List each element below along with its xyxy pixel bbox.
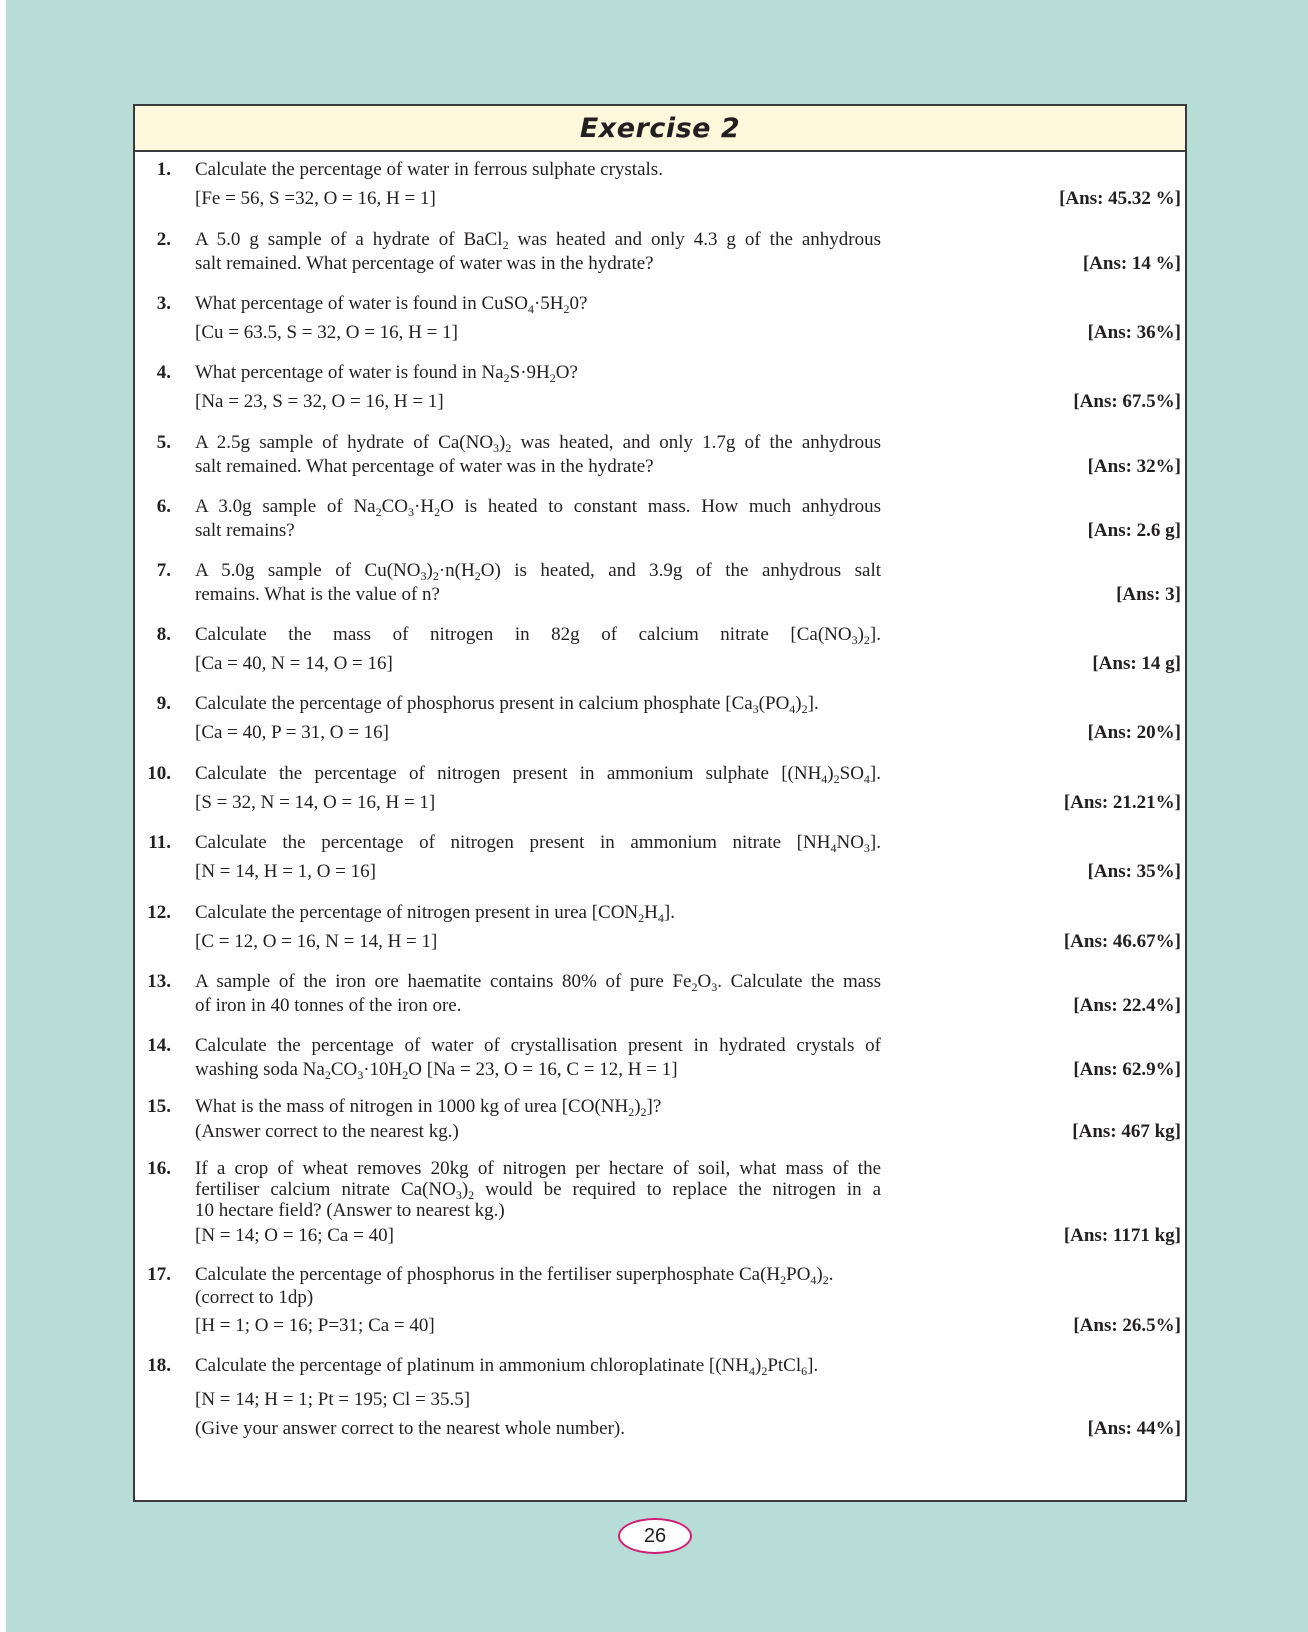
question-number: 17. xyxy=(147,1264,171,1285)
answer-label: [Ans: 467 kg] xyxy=(1072,1121,1181,1142)
question-text-line: Calculate the percentage of water of crystallisation present in hydrated crystals of xyxy=(195,1035,881,1056)
question-number: 12. xyxy=(147,902,171,923)
question-number: 5. xyxy=(156,432,171,453)
question-text-line: (Answer correct to the nearest kg.) xyxy=(195,1121,459,1142)
question-text-line: A 5.0 g sample of a hydrate of BaCl$_2$ was heated and only 4.3 g of the anhydrous xyxy=(195,229,881,252)
question-number: 18. xyxy=(147,1355,171,1376)
question-number: 2. xyxy=(156,229,171,250)
answer-label: [Ans: 21.21%] xyxy=(1063,792,1181,813)
answer-label: [Ans: 36%] xyxy=(1087,322,1181,343)
question-text-line: of iron in 40 tonnes of the iron ore. xyxy=(195,995,462,1016)
question-text-line: A 3.0g sample of $Na_2CO_3\cdot H_2O$ is heated to constant mass. How much anhydrous xyxy=(195,496,881,519)
question-text-line: [N = 14; H = 1; Pt = 195; Cl = 35.5] xyxy=(195,1389,471,1410)
answer-label: [Ans: 22.4%] xyxy=(1073,995,1181,1016)
question-text-line: Calculate the percentage of nitrogen present in urea $[CON_2H_4]$. xyxy=(195,902,675,925)
question-number: 10. xyxy=(147,763,171,784)
question-text-line: Calculate the mass of nitrogen in 82g of calcium nitrate $[Ca(NO_3)_2]$. xyxy=(195,624,881,647)
question-text-line: salt remained. What percentage of water was in the hydrate? xyxy=(195,253,654,274)
question-text-line: salt remains? xyxy=(195,520,295,541)
question-text-line: [Cu = 63.5, S = 32, O = 16, H = 1] xyxy=(195,322,458,343)
question-text-line: salt remained. What percentage of water was in the hydrate? xyxy=(195,456,654,477)
question-number: 13. xyxy=(147,971,171,992)
answer-label: [Ans: 14 g] xyxy=(1092,653,1181,674)
question-text-line: A 5.0g sample of $Cu(NO_3)_2\cdot n(H_2O)$ is heated, and 3.9g of the anhydrous salt xyxy=(195,560,881,583)
question-text-line: [S = 32, N = 14, O = 16, H = 1] xyxy=(195,792,436,813)
question-text-line: A 2.5g sample of hydrate of $Ca(NO_3)_2$ was heated, and only 1.7g of the anhydrous xyxy=(195,432,881,455)
answer-label: [Ans: 44%] xyxy=(1087,1418,1181,1439)
question-number: 11. xyxy=(148,832,171,853)
question-number: 4. xyxy=(156,362,171,383)
question-text-line: [Fe = 56, S =32, O = 16, H = 1] xyxy=(195,188,436,209)
question-text-line: What percentage of water is found in $CuSO_4\cdot 5H_20$? xyxy=(195,293,588,316)
question-text-line: Calculate the percentage of nitrogen present in ammonium sulphate $[(NH_4)_2SO_4]$. xyxy=(195,763,881,786)
answer-label: [Ans: 26.5%] xyxy=(1073,1315,1181,1336)
question-number: 9. xyxy=(156,693,171,714)
question-text-line: (Give your answer correct to the nearest whole number). xyxy=(195,1418,625,1439)
answer-label: [Ans: 2.6 g] xyxy=(1087,520,1181,541)
exercise-panel xyxy=(133,104,1187,1502)
question-text-line: fertiliser calcium nitrate $Ca(NO_3)_2$ would be required to replace the nitrogen in a xyxy=(195,1179,882,1202)
question-text-line: remains. What is the value of n? xyxy=(195,584,440,605)
answer-label: [Ans: 67.5%] xyxy=(1073,391,1181,412)
question-text-line: [Ca = 40, N = 14, O = 16] xyxy=(195,653,393,674)
question-text-line: [Na = 23, S = 32, O = 16, H = 1] xyxy=(195,391,444,412)
question-number: 3. xyxy=(156,293,171,314)
question-number: 6. xyxy=(156,496,171,517)
answer-label: [Ans: 3] xyxy=(1116,584,1181,605)
page-background xyxy=(6,0,1308,1632)
question-number: 7. xyxy=(156,560,171,581)
exercise-title: Exercise 2 xyxy=(579,112,741,144)
question-number: 15. xyxy=(147,1096,171,1117)
question-number: 16. xyxy=(147,1158,171,1179)
question-number: 1. xyxy=(156,159,171,180)
question-text-line: What percentage of water is found in $Na_2S\cdot 9H_2O$? xyxy=(195,362,578,385)
question-text-line: Calculate the percentage of nitrogen present in ammonium nitrate $[NH_4NO_3]$. xyxy=(195,832,881,855)
question-text-line: (correct to 1dp) xyxy=(195,1287,314,1308)
answer-label: [Ans: 1171 kg] xyxy=(1063,1225,1181,1246)
question-text-line: [N = 14, H = 1, O = 16] xyxy=(195,861,376,882)
answer-label: [Ans: 45.32 %] xyxy=(1059,188,1181,209)
question-text-line: [H = 1; O = 16; P=31; Ca = 40] xyxy=(195,1315,435,1336)
exercise-header xyxy=(135,106,1185,152)
question-text-line: Calculate the percentage of platinum in ammonium chloroplatinate $[(NH_4)_2PtCl_6]$. xyxy=(195,1355,819,1378)
answer-label: [Ans: 46.67%] xyxy=(1063,931,1181,952)
question-text-line: What is the mass of nitrogen in 1000 kg of urea $[CO(NH_2)_2]$? xyxy=(195,1096,662,1119)
answer-label: [Ans: 20%] xyxy=(1087,722,1181,743)
question-text-line: A sample of the iron ore haematite contains 80% of pure $Fe_2O_3$. Calculate the mass xyxy=(195,971,881,994)
question-number: 14. xyxy=(147,1035,171,1056)
answer-label: [Ans: 14 %] xyxy=(1082,253,1181,274)
answer-label: [Ans: 32%] xyxy=(1087,456,1181,477)
page-number: 26 xyxy=(618,1518,692,1554)
question-text-line: [C = 12, O = 16, N = 14, H = 1] xyxy=(195,931,438,952)
question-text-line: [N = 14; O = 16; Ca = 40] xyxy=(195,1225,394,1246)
question-text-line: Calculate the percentage of phosphorus present in calcium phosphate $[Ca_3(PO_4)_2]$. xyxy=(195,693,819,716)
question-text-line: [Ca = 40, P = 31, O = 16] xyxy=(195,722,389,743)
question-text-line: If a crop of wheat removes 20kg of nitrogen per hectare of soil, what mass of the xyxy=(195,1158,881,1179)
answer-label: [Ans: 62.9%] xyxy=(1073,1059,1181,1080)
answer-label: [Ans: 35%] xyxy=(1087,861,1181,882)
question-text-line: Calculate the percentage of water in ferrous sulphate crystals. xyxy=(195,159,663,180)
question-text-line: Calculate the percentage of phosphorus in the fertiliser superphosphate $Ca(H_2PO_4)_2$. xyxy=(195,1264,834,1287)
question-number: 8. xyxy=(156,624,171,645)
question-text-line: 10 hectare field? (Answer to nearest kg.) xyxy=(195,1200,505,1221)
question-text-line: washing soda $Na_2CO_3\cdot 10H_2O$ [Na = 23, O = 16, C = 12, H = 1] xyxy=(195,1059,678,1082)
